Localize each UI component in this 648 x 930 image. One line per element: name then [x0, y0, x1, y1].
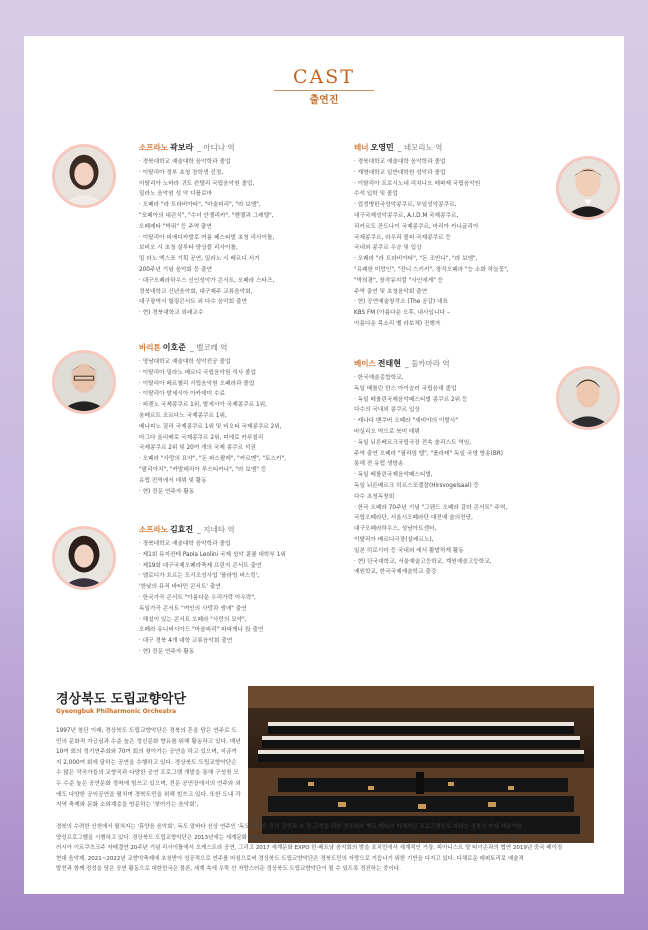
bio-line: "박희광", 창작뮤지컬 "사인에게" 등 — [354, 277, 444, 284]
bio-line: "팔리아치", "카발레리아 루스티카나", "라 보엠" 등 — [139, 466, 267, 473]
bio-line: · 제1회 뮤지컨테 Paola Leolini 국제 성악 콩쿨 대학부 1위 — [139, 551, 286, 558]
bio-line: 독일가곡 콘서트 "여인의 사랑과 생애" 출연 — [139, 605, 247, 612]
character-part: _ 벨코레 역 — [189, 343, 228, 352]
cast-heading — [139, 142, 235, 153]
bio-line: · 현) 공연예술창작소 (The 공감) 대표 — [354, 299, 449, 306]
bio-line: · 이탈리아 발세시아 아카데미 수료 — [139, 391, 225, 398]
bio-line: · 독일 베를린국제음악페스티벌 콩쿠르 2위 등 — [354, 396, 468, 403]
bio-line: 주역 출연 오페라 "필리엄 텔", "플라테" 독일 국영 방송(BR) — [354, 450, 503, 457]
bio-line: · 이탈리아 베르첼리 시립음악원 오페라과 졸업 — [139, 380, 255, 387]
bio-line: · 독일 뉘른베르크국립극장 전속 솔리스트 역임, — [354, 439, 472, 446]
character-part: _ 네모리노 역 — [397, 143, 443, 152]
cast-heading — [139, 342, 227, 353]
performer-name: 김효진 — [169, 525, 194, 534]
bio-line: 독일 베를린 한스 아이슬러 국립음대 졸업 — [354, 385, 457, 392]
description-line: 러시아 이르쿠츠크주 자매결연 20주년 기념 리사이틀에서 오케스트라 공연, 그리고 2017 세계문화 EXPO 한·베트남 음악회의 밤을 호치민에서 세계적인 거장, 피아니스트 당 타이손과의 협연 2019년 중국 베이징 — [56, 845, 563, 852]
bio-list — [354, 373, 507, 578]
performer-name: 오영민 — [370, 143, 394, 152]
bio-line: 리카르도 잔도나이 국제콩쿠르, 마리아 카니글리아 — [354, 223, 479, 230]
bio-line: · 오페라 "사랑의 묘약", "돈 파스콸레", "카르멘", "토스카", — [139, 456, 287, 463]
bio-line: 이탈리아 노바라 귀도 칸텔리 국립음악원 졸업, — [139, 180, 255, 187]
bio-line: · 경북대학교 예술대학 음악학과 졸업 — [139, 159, 231, 165]
bio-line: · 계명대학교 일반대학원 성악과 졸업 — [354, 169, 446, 176]
bio-line: 수석 입학 및 졸업 — [354, 191, 398, 198]
orchestra-photo — [248, 686, 594, 843]
bio-line: "유쾌한 미망인", "잔니 스키키", 창작오페라 "능 소화 하늘꽃", — [354, 266, 509, 273]
bio-line: · 한국가곡 콘서트 "아름다운 우리가락 아우락", — [139, 594, 256, 601]
bio-line: · 독일 베를린국제음악페스티벌, — [354, 472, 433, 479]
character-part: _ 지네타 역 — [197, 525, 235, 534]
bio-line: 밀라노 음악원 성 악 디플로마 — [139, 191, 213, 198]
description-line: 양성프로그램을 시행하고 있다. 경상북도 도립교향악단은 2013년에는 세계문화 EXPO에서 이스탄불 CRR오케스트라와의 합동공연 및 터키 현지 공연을 초청 속에 마쳤으며, 2016년 경상북도와 — [56, 834, 519, 841]
bio-list — [139, 539, 286, 658]
cast-heading — [139, 524, 235, 535]
orchestra-stage-icon — [248, 686, 594, 843]
bio-line: 아름다운 목소리 벨 라보체) 진행자 — [354, 320, 441, 327]
performer-name: 이호준 — [162, 343, 186, 352]
bio-line: · 앨로디가 흐르는 도시조성사업 '플라빙 버스킹', — [139, 573, 260, 580]
bio-line: 다수의 국내외 콩쿠르 입상 — [354, 407, 420, 414]
bio-line: · 경북대학교 예술대학 음악학과 졸업 — [354, 159, 446, 165]
bio-list — [139, 157, 274, 319]
voice-type: 소프라노 — [139, 525, 168, 534]
voice-type: 테너 — [354, 143, 369, 152]
performer-name: 전태현 — [377, 359, 401, 368]
bio-line: 독일 뉘른베르크 히르스포겔잘(Hirsvogelsaal) 등 — [354, 482, 479, 489]
bio-line: · 영남대학교 예술대학 성악전공 졸업 — [139, 359, 231, 365]
bio-line: 국립오페라단, 서울시오페라단 대전예 술의전당, — [354, 515, 473, 522]
description-line: 현대 음악제, 2021~2022년 교향악축제에 초청받아 성공적으로 연주를 마침으로써 경상북도 도립교향악단은 경북도민의 자랑으로 거듭나기 위한 기반을 다지고 있다. 다채로운 레퍼토리로 예술적 — [56, 855, 524, 862]
orchestra-subtitle: Gyeongbuk Philharmonic Orchestra — [56, 708, 177, 715]
bio-line: · 오페라 "라 트라비아타", "돈 조반니", "라 보엠", — [354, 256, 478, 263]
bio-line: · 경북대학교 예술대학 음악학과 졸업 — [139, 541, 231, 547]
performer-name: 곽보라 — [169, 143, 194, 152]
cast-subtitle: 출연진 — [309, 95, 339, 106]
bio-line: · 현) 전문 연주자 활동 — [139, 488, 195, 495]
bio-line: · 이탈리아 피에디카발로 여름 페스티벌 초청 리사이틀, — [139, 234, 275, 241]
bio-line: 다수 초청독창회 — [354, 493, 395, 500]
voice-type: 베이스 — [354, 359, 376, 368]
bio-line: 국제콩쿠르, 라우리 볼피 국제콩쿠르 등 — [354, 234, 451, 241]
bio-line: 유럽 전역에서 데뷔 및 활동 — [139, 477, 207, 484]
bio-line: · 이탈리아 정부 초청 장학생 선정, — [139, 169, 224, 176]
cast-heading — [354, 142, 442, 153]
description-line: 발전과 함께 정성을 담은 공연 활동으로 대한민국은 물론, 세계 속에 우뚝 선 자랑스러운 경상북도 도립교향악단이 될 수 있도록 정진하는 중이다. — [56, 866, 401, 873]
bio-list — [139, 357, 286, 497]
portrait-soprano-kwak — [52, 144, 116, 208]
voice-type: 바리톤 — [139, 343, 161, 352]
title-divider — [274, 90, 374, 91]
portrait-baritone-lee — [52, 350, 116, 414]
bio-line: · 제19회 대구국제오페라축제 프린지 콘서트 출연 — [139, 562, 262, 569]
bio-line: 국제콩쿠르 2위 및 20여 개의 국제 콩쿠르 석권 — [139, 445, 256, 452]
bio-line: 마그다 올리베로 국제콩쿠르 2위, 피에로 카푸칠리 — [139, 434, 264, 441]
bio-line: · 피렌노 국제콩쿠르 1위, 발세시아 국제콩쿠르 1위, — [139, 402, 267, 409]
bio-line: 베나피노 질리 국제콩쿠르 1위 및 비오티 국제콩쿠르 2위, — [139, 423, 282, 430]
voice-type: 소프라노 — [139, 143, 168, 152]
bio-line: 대구오페라하우스, 성남아트센터, — [354, 526, 437, 533]
bio-line: · 한국 오페라 70주년 기념 "그랜드 오페라 갈라 콘서트" 주역, — [354, 504, 508, 511]
bio-line: · 이탈리아 프로시노네 리치나오 레파제 국립음악원 — [354, 180, 481, 187]
character-part: _ 아디나 역 — [197, 143, 235, 152]
portrait-icon — [559, 369, 617, 427]
bio-line: 보비오 시 초청 살루타 양상블 리사이틀, — [139, 245, 238, 252]
orchestra-description — [56, 822, 596, 875]
bio-line: 대구국제성악콩쿠르, A.I.D.M 국제콩쿠르, — [354, 212, 459, 219]
bio-line: · 현) 단국대학교, 서울예술고등학교, 계원예술고등학교, — [354, 558, 492, 565]
bio-line: 움베르트 조르다노 국제콩쿠르 1위, — [139, 412, 227, 419]
bio-line: · 현) 전문 연주자 활동 — [139, 648, 195, 655]
portrait-icon — [559, 159, 617, 217]
bio-line: 오페라 유니버시아드 "마술피리" 파파게나 役 출연 — [139, 627, 264, 634]
portrait-icon — [55, 353, 113, 411]
orchestra-title: 경상북도 도립교향악단 — [56, 692, 187, 707]
program-page — [24, 36, 624, 894]
description-line: 경북의 수려한 산천에서 펼쳐지는 '휴양음 음악회', 독도 알바다 선상 연주인 '독도음악회' 등의 공연과 초·중·고생을 위한 연주회와 멘토·멘티의 자체적인 프로그램들로 자라는 경북의 미래 예술자원 — [56, 824, 522, 830]
bio-line: 200주년 기념 음악회 등 출연 — [139, 266, 213, 273]
bio-line: KBS FM (아름다운 오후, 내사입니다 – — [354, 310, 450, 317]
bio-line: · 캐나다 밴쿠버 오페라 "세비야의 이발사" — [354, 418, 458, 425]
bio-list — [354, 157, 509, 330]
bio-line: 예원학교, 한국국제예술학교 출강 — [354, 569, 437, 576]
bio-line: 주역 출연 및 초청음악회 출연 — [354, 288, 428, 295]
cast-title: CAST — [293, 66, 355, 88]
bio-line: "포페아의 대관식", "수녀 안젤리카", "헨젤과 그레텔", — [139, 212, 274, 219]
bio-line: 국내외 콩쿠르 우승 및 입상 — [354, 245, 422, 252]
bio-line: 경북대학교 신년음악회, 대구제주 교류음악회, — [139, 288, 253, 295]
portrait-soprano-kim — [52, 526, 116, 590]
cast-heading — [354, 358, 450, 369]
bio-line: · 오페라 "라 트라비아타", "마술피리", "라 보엠", — [139, 202, 261, 209]
bio-line: 이탈리아 베르디극장(살레르노), — [354, 536, 434, 543]
bio-line: 대구광역시 힐링콘서트 외 다수 음악회 출연 — [139, 299, 247, 306]
character-part: _ 둘카마라 역 — [404, 359, 450, 368]
bio-line: · 이탈리아 밀라노 베르디 국립음악원 석사 졸업 — [139, 369, 257, 376]
bio-line: · 대구오페라하우스 신인성악가 콘서트, 오페라 스타즈, — [139, 277, 275, 284]
bio-line: 일본 히로시마 등 국내외 에서 활발하게 활동 — [354, 547, 464, 554]
bio-line: · 현) 경북대학교 외래교수 — [139, 310, 204, 317]
portrait-tenor-oh — [556, 156, 620, 220]
bio-line: 오페레타 "박쥐" 등 주역 출연 — [139, 223, 212, 230]
portrait-icon — [55, 529, 113, 587]
bio-line: '한낮의 뮤직 바타민 콘서트' 출연 — [139, 584, 221, 591]
bio-line: · 업정병한국성악콩쿠르, 부일성악콩쿠르, — [354, 202, 457, 209]
cast-header — [24, 66, 624, 108]
bio-line: · 해설이 있는 콘서트 오페라 "사랑의 묘약", — [139, 616, 247, 623]
portrait-icon — [55, 147, 113, 205]
bio-line: · 한국예술종합학교, — [354, 375, 404, 381]
portrait-bass-jeon — [556, 366, 620, 430]
bio-line: · 대구 경북 4개 대학 교류음악회 출연 — [139, 638, 233, 645]
orchestra-intro: 1997년 창단 이래, 경상북도 도립교향악단은 경북의 흔을 담은 연주로 도민의 문화적 자긍심과 수준 높은 정신문화 향유를 위해 활동하고 있다. 매년 10여 회의 정기연주회와 70여 회의 찾아가는 공연을 하고 있으며, 지금까지 2,000여 회에 달하는 공연을 수행하고 있다. 경상북도 도립교향악단은 수 많은 작곡가들의 교향곡과 다양한 공연 프로그램 개발을 통해 구성원 모두 수준 높은 공연문화 정착에 힘쓰고 있으며, 전문 공연장에서의 연주와 외에도 다양한 공익공연을 펼치며 경북도민을 위해 힘쓰고 있다. 또한 도내 각 지역 축제와 문화 소외계층을 방문하는 '찾아가는 음악회', — [56, 728, 241, 809]
bio-line: 바실리오 역으로 북미 데뷔 — [354, 428, 420, 435]
bio-line: 밀 라노 엑스포 기획 공연, 밀라노 시 베르디 서거 — [139, 256, 260, 263]
bio-line: 통해 전 유럽 생방송 — [354, 461, 404, 468]
